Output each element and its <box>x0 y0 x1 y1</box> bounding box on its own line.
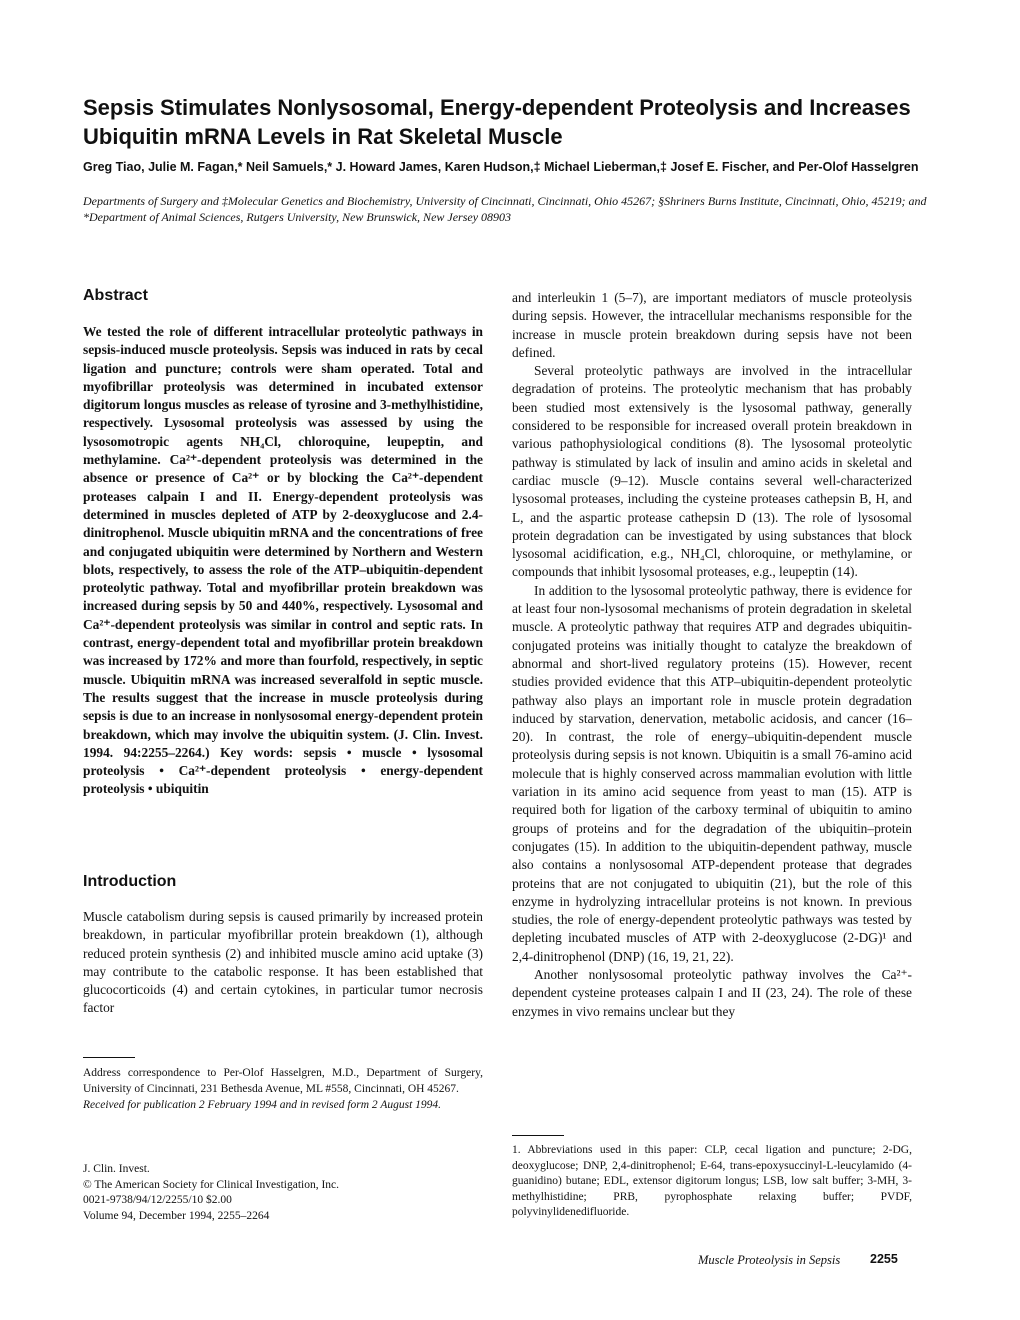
journal-line: Volume 94, December 1994, 2255–2264 <box>83 1209 270 1222</box>
body-paragraph: In addition to the lysosomal proteolytic pathway, there is evidence for at least four non-lysosomal mechanisms of protein degradation in skeletal muscle. A proteolytic pathway that requires ATP and degrades ubiquitin-conjugated proteins was initially thought to catalyze the breakdown of abnormal and short-lived regulatory proteins (15). However, recent studies provided evidence that this ATP–ubiquitin-dependent proteolytic pathway also plays an important role in muscle protein degradation induced by starvation, denervation, metabolic acidosis, and cancer (16–20). In contrast, the role of energy–ubiquitin-dependent muscle proteolysis during sepsis is not known. Ubiquitin is a small 76-amino acid molecule that is highly conserved across mammalian evolution with little variation in its amino acid sequence from yeast to man (15). ATP is required both for ligation of the carboxy terminal of ubiquitin to amino groups of proteins and for the degradation of the ubiquitin–protein conjugates (15). In addition to the ubiquitin-dependent pathway, muscle also contains a nonlysosomal ATP-dependent protease that degrades proteins that are not conjugated to ubiquitin (21), but the role of this enzyme in hydrolyzing intracellular proteins is not known. In previous studies, the role of energy-dependent proteolytic pathways was tested by depleting incubated muscles of ATP with 2-deoxyglucose (2-DG)¹ and 2,4-dinitrophenol (DNP) (16, 19, 21, 22). <box>512 582 912 964</box>
running-title: Muscle Proteolysis in Sepsis <box>698 1253 841 1267</box>
abstract-heading: Abstract <box>83 287 148 304</box>
footnote-rule-left <box>83 1057 135 1058</box>
paper-title: Sepsis Stimulates Nonlysosomal, Energy-dependent Proteolysis and Increases Ubiquitin mRNA Levels in Rat Skeletal Muscle <box>83 95 911 149</box>
journal-info <box>83 1162 483 1224</box>
introduction-paragraph: Muscle catabolism during sepsis is caused primarily by increased protein breakdown, in particular myofibrillar protein breakdown (1), although reduced protein synthesis (2) and inhibited muscle amino acid uptake (3) may contribute to the catabolic response. It has been established that glucocorticoids (4) and certain cytokines, in particular tumor necrosis factor <box>83 909 483 1016</box>
body-paragraph: and interleukin 1 (5–7), are important mediators of muscle proteolysis during sepsis. However, the intracellular mechanisms responsible for the increase in muscle protein breakdown during sepsis have not been defined. <box>512 290 912 360</box>
author-list: Greg Tiao, Julie M. Fagan,* Neil Samuels,* J. Howard James, Karen Hudson,‡ Michael Lieberman,‡ Josef E. Fischer, and Per-Olof Hasselgren <box>83 160 919 174</box>
body-paragraph: Several proteolytic pathways are involved in the intracellular degradation of proteins. The proteolytic mechanism that has probably been studied most extensively is the lysosomal pathway, generally considered to be responsible for increased overall protein breakdown in various pathophysiological conditions (8). The lysosomal proteolytic pathway is stimulated by lack of insulin and amino acids in skeletal and cardiac muscle (9–12). Muscle contains several well-characterized lysosomal proteases, including the cysteine proteases cathepsin B, H, and L, and the aspartic protease cathepsin D (13). The role of lysosomal protein degradation can be investigated by using substances that block lysosomal acidification, e.g., NH₄Cl, chloroquine, or methylamine, or compounds that inhibit lysosomal proteases, e.g., leupeptin (14). <box>512 363 912 580</box>
received-note: Received for publication 2 February 1994 and in revised form 2 August 1994. <box>83 1099 442 1111</box>
affiliations: Departments of Surgery and ‡Molecular Genetics and Biochemistry, University of Cincinnati, Cincinnati, Ohio 45267; §Shriners Burns Institute, Cincinnati, Ohio, 45219; and *Department of Animal Sciences, Rutgers University, New Brunswick, New Jersey 08903 <box>83 194 927 224</box>
journal-line: © The American Society for Clinical Investigation, Inc. <box>83 1178 340 1191</box>
footnote-rule-right <box>512 1135 564 1136</box>
correspondence-block <box>83 1066 483 1114</box>
correspondence-note: Address correspondence to Per-Olof Hasselgren, M.D., Department of Surgery, University of Cincinnati, 231 Bethesda Avenue, ML #558, Cincinnati, OH 45267. <box>83 1067 483 1095</box>
right-column <box>512 289 912 1021</box>
page-number: 2255 <box>870 1252 898 1266</box>
journal-line: 0021-9738/94/12/2255/10 $2.00 <box>83 1194 232 1206</box>
journal-line: J. Clin. Invest. <box>83 1163 150 1175</box>
abstract-text: We tested the role of different intracellular proteolytic pathways in sepsis-induced muscle proteolysis. Sepsis was induced in rats by cecal ligation and puncture; controls were sham operated. Total and myofibrillar proteolysis was determined in incubated extensor digitorum longus muscles as release of tyrosine and 3-methylhistidine, respectively. Lysosomal proteolysis was assessed by using the lysosomotropic agents NH₄Cl, chloroquine, leupeptin, and methylamine. Ca²⁺-dependent proteolysis was determined in the absence or presence of Ca²⁺ or by blocking the Ca²⁺-dependent proteases calpain I and II. Energy-dependent proteolysis was determined in muscles depleted of ATP by 2-deoxyglucose and 2.4-dinitrophenol. Muscle ubiquitin mRNA and the concentrations of free and conjugated ubiquitin were determined by Northern and Western blots, respectively, to assess the role of the ATP–ubiquitin-dependent proteolytic pathway. Total and myofibrillar protein breakdown was increased during sepsis by 50 and 440%, respectively. Lysosomal and Ca²⁺-dependent proteolysis was similar in control and septic rats. In contrast, energy-dependent total and myofibrillar protein breakdown was increased by 172% and more than fourfold, respectively, in septic muscle. Ubiquitin mRNA was increased severalfold in septic muscle. The results suggest that the increase in muscle proteolysis during sepsis is due to an increase in nonlysosomal energy-dependent protein breakdown, which may involve the ubiquitin system. (J. Clin. Invest. 1994. 94:2255–2264.) Key words: sepsis • muscle • lysosomal proteolysis • Ca²⁺-dependent proteolysis • energy-dependent proteolysis • ubiquitin <box>83 324 483 797</box>
body-paragraph: Another nonlysosomal proteolytic pathway involves the Ca²⁺-dependent cysteine proteases calpain I and II (23, 24). The role of these enzymes in vivo remains unclear but they <box>512 966 912 1019</box>
abbreviations-footnote: 1. Abbreviations used in this paper: CLP, cecal ligation and puncture; 2-DG, deoxyglucose; DNP, 2,4-dinitrophenol; E-64, trans-epoxysuccinyl-L-leucylamido (4-guanidino) butane; EDL, extensor digitorum longus; LSB, low salt buffer; 3-MH, 3-methylhistidine; PRB, pyrophosphate relaxing buffer; PVDF, polyvinylidenedifluoride. <box>512 1144 912 1218</box>
introduction-heading: Introduction <box>83 873 177 890</box>
